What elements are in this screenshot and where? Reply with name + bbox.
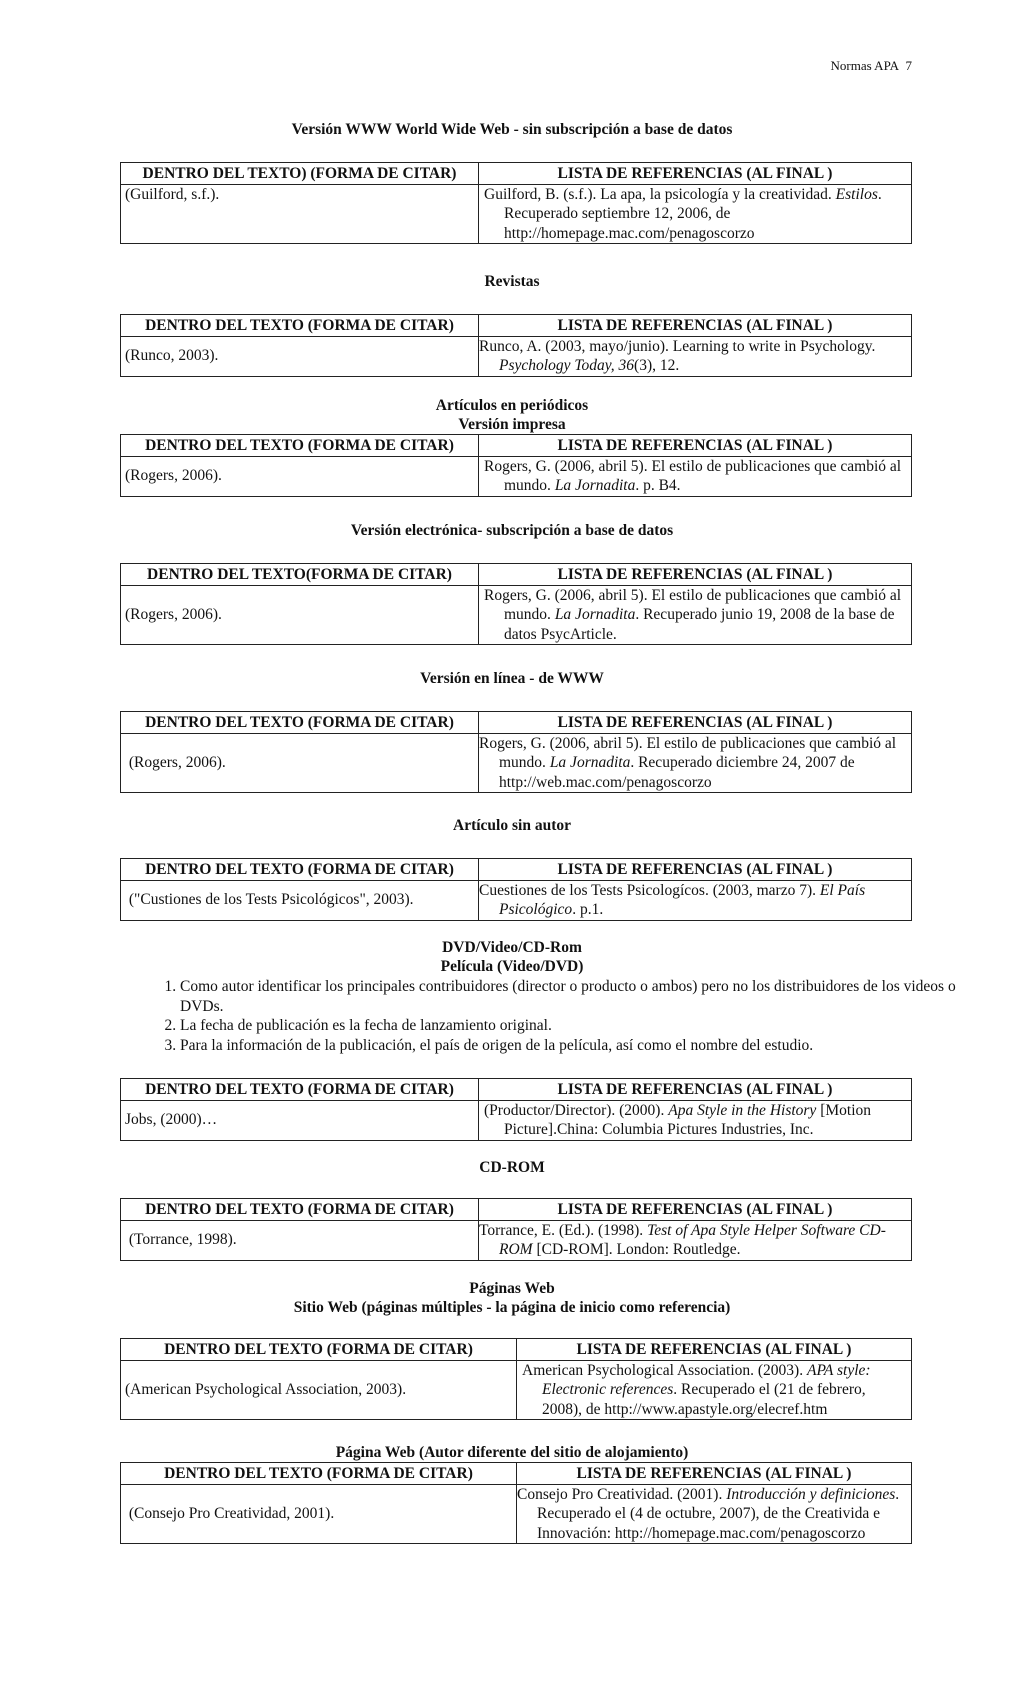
reference-table xyxy=(120,1078,912,1141)
reference-italic: Introducción y definiciones xyxy=(726,1485,896,1503)
reference-italic: APA style: Electronic references xyxy=(542,1361,871,1398)
section-title: Artículo sin autor xyxy=(453,817,571,834)
reference-text: Cuestiones de los Tests Psicologícos. (2003, marzo 7). xyxy=(479,881,820,899)
section-subtitle: Sitio Web (páginas múltiples - la página de inicio como referencia) xyxy=(293,1299,731,1316)
reference-text-end: . p.1. xyxy=(572,901,604,918)
reference-italic: La Jornadita xyxy=(554,606,636,623)
section-title: Versión electrónica- subscripción a base de datos xyxy=(350,522,674,539)
column-header-citation: DENTRO DEL TEXTO (FORMA DE CITAR) xyxy=(121,1199,479,1221)
reference-text: (Productor/Director). (2000). xyxy=(484,1101,669,1119)
column-header-citation: DENTRO DEL TEXTO) (FORMA DE CITAR) xyxy=(121,163,479,185)
in-text-citation: (American Psychological Association, 2003). xyxy=(121,1360,517,1420)
section-title: Páginas Web xyxy=(469,1280,555,1297)
reference-text: Rogers, G. (2006, abril 5). El estilo de publicaciones que cambió al mundo. xyxy=(484,586,902,623)
table-header-row xyxy=(121,1079,912,1101)
table-header-row xyxy=(121,712,912,734)
reference-table xyxy=(120,1462,912,1544)
column-header-citation: DENTRO DEL TEXTO (FORMA DE CITAR) xyxy=(121,712,479,734)
reference-italic: Apa Style in the History xyxy=(668,1101,817,1119)
column-header-references: LISTA DE REFERENCIAS (AL FINAL ) xyxy=(479,1199,912,1221)
reference-entry xyxy=(517,1484,912,1544)
reference-text: American Psychological Association. (2003). xyxy=(522,1361,807,1379)
page-number: 7 xyxy=(905,58,912,73)
in-text-citation: (Rogers, 2006). xyxy=(121,456,479,496)
reference-text: Consejo Pro Creatividad. (2001). xyxy=(517,1485,727,1503)
reference-text: Torrance, E. (Ed.). (1998). xyxy=(479,1221,648,1239)
column-header-references: LISTA DE REFERENCIAS (AL FINAL ) xyxy=(479,315,912,337)
reference-entry xyxy=(479,184,912,244)
reference-italic: Estilos xyxy=(835,185,878,203)
in-text-citation: (Runco, 2003). xyxy=(121,336,479,376)
reference-italic: Test of Apa Style Helper Software CD-ROM xyxy=(499,1221,886,1258)
column-header-citation: DENTRO DEL TEXTO (FORMA DE CITAR) xyxy=(121,1079,479,1101)
table-row xyxy=(121,585,912,645)
section-title: Página Web (Autor diferente del sitio de alojamiento) xyxy=(335,1444,689,1461)
table-row xyxy=(121,880,912,920)
reference-entry xyxy=(479,336,912,376)
reference-table xyxy=(120,858,912,921)
reference-text: Rogers, G. (2006, abril 5). El estilo de publicaciones que cambió al mundo. xyxy=(479,734,897,771)
table-row xyxy=(121,733,912,793)
reference-table xyxy=(120,162,912,244)
table-row xyxy=(121,184,912,244)
table-row xyxy=(121,336,912,376)
reference-text: Guilford, B. (s.f.). La apa, la psicología y la creatividad. xyxy=(484,185,836,203)
reference-text-end: [CD-ROM]. London: Routledge. xyxy=(532,1241,741,1258)
reference-text-end: . Recuperado septiembre 12, 2006, de http://homepage.mac.com/penagoscorzo xyxy=(504,185,882,242)
reference-text-end: . Recuperado diciembre 24, 2007 de http://web.mac.com/penagoscorzo xyxy=(499,754,855,791)
table-row xyxy=(121,1100,912,1140)
reference-entry xyxy=(479,880,912,920)
column-header-references: LISTA DE REFERENCIAS (AL FINAL ) xyxy=(517,1463,912,1485)
reference-table xyxy=(120,434,912,497)
in-text-citation: (Rogers, 2006). xyxy=(121,585,479,645)
column-header-citation: DENTRO DEL TEXTO (FORMA DE CITAR) xyxy=(121,435,479,457)
in-text-citation: Jobs, (2000)… xyxy=(121,1100,479,1140)
in-text-citation: ("Custiones de los Tests Psicológicos", 2003). xyxy=(121,880,479,920)
column-header-citation: DENTRO DEL TEXTO (FORMA DE CITAR) xyxy=(121,315,479,337)
column-header-references: LISTA DE REFERENCIAS (AL FINAL ) xyxy=(479,435,912,457)
running-head xyxy=(830,58,912,74)
table-header-row xyxy=(121,1199,912,1221)
section-title: CD-ROM xyxy=(479,1159,545,1176)
reference-table xyxy=(120,1198,912,1261)
in-text-citation: (Guilford, s.f.). xyxy=(121,184,479,244)
reference-italic: La Jornadita xyxy=(549,754,631,771)
column-header-references: LISTA DE REFERENCIAS (AL FINAL ) xyxy=(479,859,912,881)
reference-text-end: . Recuperado el (4 de octubre, 2007), de the Creativida e Innovación: http://homepage.mac.com/penagoscorzo xyxy=(537,1485,900,1542)
list-item: 2. La fecha de publicación es la fecha de lanzamiento original. xyxy=(180,1016,960,1036)
reference-entry xyxy=(479,733,912,793)
column-header-references: LISTA DE REFERENCIAS (AL FINAL ) xyxy=(517,1339,912,1361)
table-header-row xyxy=(121,564,912,586)
column-header-references: LISTA DE REFERENCIAS (AL FINAL ) xyxy=(479,564,912,586)
column-header-citation: DENTRO DEL TEXTO (FORMA DE CITAR) xyxy=(121,859,479,881)
reference-entry xyxy=(517,1360,912,1420)
running-head-title: Normas APA xyxy=(830,58,899,73)
column-header-citation: DENTRO DEL TEXTO (FORMA DE CITAR) xyxy=(121,1463,517,1485)
table-row xyxy=(121,1220,912,1260)
in-text-citation: (Torrance, 1998). xyxy=(121,1220,479,1260)
reference-text-end: (3), 12. xyxy=(634,357,680,374)
column-header-citation: DENTRO DEL TEXTO(FORMA DE CITAR) xyxy=(121,564,479,586)
table-header-row xyxy=(121,859,912,881)
in-text-citation: (Consejo Pro Creatividad, 2001). xyxy=(121,1484,517,1544)
reference-entry xyxy=(479,585,912,645)
section-title: DVD/Video/CD-Rom xyxy=(442,939,582,956)
section-title: Artículos en periódicos xyxy=(435,397,589,414)
section-subtitle: Película (Video/DVD) xyxy=(440,958,584,975)
notes-list xyxy=(140,977,960,1055)
section-subtitle: Versión impresa xyxy=(458,416,566,433)
column-header-references: LISTA DE REFERENCIAS (AL FINAL ) xyxy=(479,712,912,734)
reference-table xyxy=(120,314,912,377)
reference-italic: La Jornadita xyxy=(554,477,636,494)
section-title: Versión en línea - de WWW xyxy=(420,670,604,687)
reference-italic: El País Psicológico xyxy=(499,881,866,918)
reference-text-end: [Motion Picture].China: Columbia Pictures Industries, Inc. xyxy=(504,1101,872,1138)
column-header-references: LISTA DE REFERENCIAS (AL FINAL ) xyxy=(479,163,912,185)
reference-text: Rogers, G. (2006, abril 5). El estilo de publicaciones que cambió al mundo. xyxy=(484,457,902,494)
reference-text-end: . Recuperado junio 19, 2008 de la base de datos PsycArticle. xyxy=(504,606,895,643)
table-header-row xyxy=(121,435,912,457)
reference-entry xyxy=(479,456,912,496)
table-row xyxy=(121,1484,912,1544)
section-title: Versión WWW World Wide Web - sin subscripción a base de datos xyxy=(291,121,733,138)
reference-entry xyxy=(479,1220,912,1260)
table-row xyxy=(121,1360,912,1420)
list-item: 1. Como autor identificar los principales contribuidores (director o producto o ambos) pero no los distribuidores de los videos o DVDs. xyxy=(180,977,960,1016)
column-header-references: LISTA DE REFERENCIAS (AL FINAL ) xyxy=(479,1079,912,1101)
column-header-citation: DENTRO DEL TEXTO (FORMA DE CITAR) xyxy=(121,1339,517,1361)
reference-table xyxy=(120,1338,912,1420)
reference-text: Runco, A. (2003, mayo/junio). Learning to write in Psychology. xyxy=(479,337,876,355)
table-row xyxy=(121,456,912,496)
reference-table xyxy=(120,563,912,645)
reference-italic: Psychology Today, 36 xyxy=(499,357,635,374)
in-text-citation: (Rogers, 2006). xyxy=(121,733,479,793)
table-header-row xyxy=(121,163,912,185)
reference-text-end: . Recuperado el (21 de febrero, 2008), de http://www.apastyle.org/elecref.htm xyxy=(542,1381,866,1418)
section-title: Revistas xyxy=(484,273,540,290)
reference-text-end: . p. B4. xyxy=(635,477,681,494)
table-header-row xyxy=(121,315,912,337)
list-item: 3. Para la información de la publicación, el país de origen de la película, así como el nombre del estudio. xyxy=(180,1036,960,1056)
table-header-row xyxy=(121,1463,912,1485)
reference-table xyxy=(120,711,912,793)
table-header-row xyxy=(121,1339,912,1361)
reference-entry xyxy=(479,1100,912,1140)
